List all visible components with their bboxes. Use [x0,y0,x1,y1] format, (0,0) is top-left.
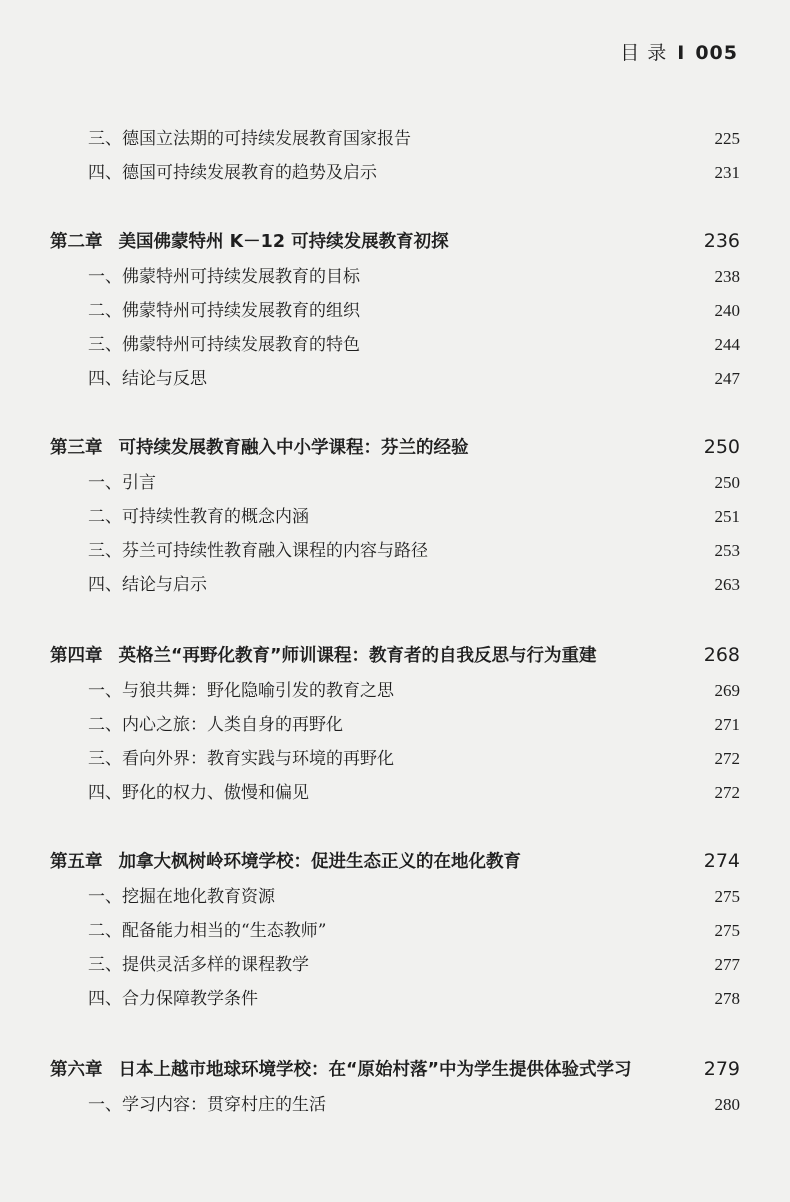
chapter-title: 英格兰“再野化教育”师训课程：教育者的自我反思与行为重建 [118,646,597,666]
section-title: 一、佛蒙特州可持续发展教育的目标 [88,267,360,287]
chapter-label [0,642,704,667]
toc-chapter-row [0,848,790,873]
toc-chapter-row [0,228,790,253]
page-number: 272 [714,749,740,768]
chapter-number: 第三章 [50,438,103,458]
chapter-title: 加拿大枫树岭环境学校：促进生态正义的在地化教育 [118,852,521,872]
toc-section-row [0,330,790,355]
toc-section-row [0,882,790,907]
chapter-label [0,1056,704,1081]
chapter-number: 第四章 [50,646,103,666]
header-page-number: 005 [695,42,738,64]
page-number: 263 [714,575,740,594]
page-number: 250 [714,473,740,492]
section-title: 二、内心之旅：人类自身的再野化 [88,715,343,735]
section-title: 三、看向外界：教育实践与环境的再野化 [88,749,394,769]
toc-section-row [0,778,790,803]
page-number: 271 [714,715,740,734]
header-title: 目 录 [620,42,668,64]
section-title: 一、学习内容：贯穿村庄的生活 [88,1095,326,1115]
toc-section-row [0,262,790,287]
section-title: 四、野化的权力、傲慢和偏见 [88,783,309,803]
toc-section-row [0,676,790,701]
chapter-label [0,434,704,459]
page-header [620,38,738,65]
section-title: 二、配备能力相当的“生态教师” [88,921,327,941]
toc-chapter-row [0,434,790,459]
page-number: 275 [714,887,740,906]
toc-section-row [0,916,790,941]
section-title: 一、与狼共舞：野化隐喻引发的教育之思 [88,681,394,701]
chapter-number: 第二章 [50,232,103,252]
page-number: 272 [714,783,740,802]
toc-section-row [0,1090,790,1115]
page-number: 236 [703,230,740,252]
chapter-label [0,848,704,873]
page-number: 280 [714,1095,740,1114]
toc-section-row [0,984,790,1009]
page-number: 268 [703,644,740,666]
toc-section-row [0,502,790,527]
page-number: 278 [714,989,740,1008]
section-title: 四、结论与启示 [88,575,207,595]
page-number: 269 [714,681,740,700]
page-number: 253 [714,541,740,560]
section-title: 二、可持续性教育的概念内涵 [88,507,309,527]
section-title: 一、挖掘在地化教育资源 [88,887,275,907]
toc-chapter-row [0,1056,790,1081]
page-number: 240 [714,301,740,320]
header-separator: I [677,42,686,64]
chapter-label [0,228,704,253]
page-number: 231 [714,163,740,182]
toc-section-row [0,296,790,321]
section-title: 四、德国可持续发展教育的趋势及启示 [88,163,377,183]
toc-section-row [0,124,790,149]
page-number: 238 [714,267,740,286]
page-number: 277 [714,955,740,974]
chapter-number: 第五章 [50,852,103,872]
toc-section-row [0,364,790,389]
toc-section-row [0,950,790,975]
chapter-title: 日本上越市地球环境学校：在“原始村落”中为学生提供体验式学习 [118,1060,632,1080]
section-title: 三、提供灵活多样的课程教学 [88,955,309,975]
page-number: 274 [703,850,740,872]
toc-section-row [0,710,790,735]
page-number: 251 [714,507,740,526]
section-title: 三、佛蒙特州可持续发展教育的特色 [88,335,360,355]
section-title: 一、引言 [88,473,156,493]
section-title: 三、德国立法期的可持续发展教育国家报告 [88,129,411,149]
section-title: 四、结论与反思 [88,369,207,389]
page-number: 247 [714,369,740,388]
page-number: 279 [703,1058,740,1080]
page-number: 275 [714,921,740,940]
page-number: 250 [703,436,740,458]
chapter-title: 可持续发展教育融入中小学课程：芬兰的经验 [118,438,469,458]
chapter-title: 美国佛蒙特州 K－12 可持续发展教育初探 [118,232,449,252]
toc-section-row [0,158,790,183]
page-number: 244 [714,335,740,354]
toc-section-row [0,536,790,561]
page-number: 225 [714,129,740,148]
section-title: 二、佛蒙特州可持续发展教育的组织 [88,301,360,321]
toc-section-row [0,468,790,493]
toc-chapter-row [0,642,790,667]
section-title: 四、合力保障教学条件 [88,989,258,1009]
section-title: 三、芬兰可持续性教育融入课程的内容与路径 [88,541,428,561]
chapter-number: 第六章 [50,1060,103,1080]
toc-section-row [0,570,790,595]
toc-section-row [0,744,790,769]
